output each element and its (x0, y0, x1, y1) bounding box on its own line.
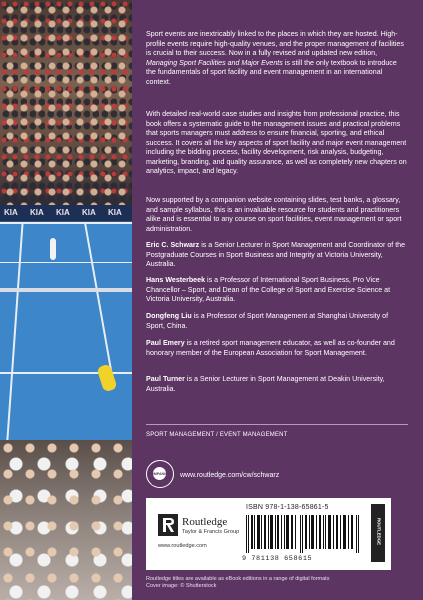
author-bio: Paul Turner is a Senior Lecturer in Sport Management at Deakin University, Australia. (146, 375, 385, 393)
companion-website-icon: COMPANION WEBSITE (146, 460, 174, 488)
author-bio: Hans Westerbeek is a Professor of International Sport Business, Pro Vice Chancellor – Sport, and Dean of the College of Sport and Exercise Science at Victoria University, Australia. (146, 276, 391, 303)
ad-logo: KIA (4, 208, 18, 217)
ad-logo: KIA (108, 208, 122, 217)
divider (146, 424, 408, 425)
publisher-vertical-label: ROUTLEDGE (371, 504, 385, 562)
ebook-note: Routledge titles are available as eBook editions in a range of digital formats (146, 576, 330, 582)
routledge-logo-icon (158, 514, 178, 536)
author-name: Paul Emery (146, 339, 185, 347)
book-title-italic: Managing Sport Facilities and Major Events (146, 58, 283, 67)
author-bio: Dongfeng Liu is a Professor of Sport Management at Shanghai University of Sport, China. (146, 312, 389, 330)
footer-notes (146, 576, 408, 590)
author-bio: Eric C. Schwarz is a Senior Lecturer in Sport Management and Coordinator of the Postgraduate Courses in Sport Business and Integrity at Victoria University, Australia. (146, 241, 406, 268)
isbn-label: ISBN 978-1-138-65861-5 (246, 504, 329, 511)
blurb-paragraph-1: Sport events are inextricably linked to the places in which they are hosted. High-profile events require high-quality venues, and the proper management of facilities is crucial to their success. Now in a fully revised and updated new edition, Managing Sport Facilities and Major Events is still the only textbook to introduce the fundamentals of sport facility and event management in an international context. (146, 30, 404, 86)
author-name: Paul Turner (146, 375, 185, 383)
cover-image-credit: Cover image: © Shutterstock (146, 583, 217, 589)
publisher-name: Routledge (182, 516, 228, 528)
ad-logo: KIA (30, 208, 44, 217)
tennis-net (0, 288, 132, 292)
advertising-board (0, 205, 132, 221)
publisher-group: Taylor & Francis Group (182, 529, 240, 535)
barcode-image (244, 515, 364, 553)
author-name: Dongfeng Liu (146, 312, 192, 320)
publisher-barcode-box (146, 498, 391, 570)
author-name: Hans Westerbeek (146, 276, 206, 284)
crowd-image (0, 0, 132, 205)
cover-photo-tennis-stadium (0, 0, 132, 600)
blurb-paragraph-3: Now supported by a companion website containing slides, test banks, a glossary, and sample syllabus, this is an invaluable resource for students and practitioners alike and is essential to any course on sport facilities, event management or sport administration. (146, 196, 402, 233)
ad-logo: KIA (56, 208, 70, 217)
publisher-url[interactable]: www.routledge.com (158, 543, 207, 549)
spectator-stands (0, 440, 132, 600)
barcode-number: 9 781138 658615 (242, 555, 313, 563)
tennis-player-far (50, 238, 56, 260)
tennis-court (0, 222, 132, 440)
ad-logo: KIA (82, 208, 96, 217)
author-bio: Paul Emery is a retired sport management educator, as well as co-founder and honorary member of the European Association for Sport Management. (146, 339, 395, 357)
companion-website-url[interactable]: www.routledge.com/cw/schwarz (180, 472, 280, 479)
author-name: Eric C. Schwarz (146, 241, 200, 249)
subject-category: SPORT MANAGEMENT / EVENT MANAGEMENT (146, 432, 288, 438)
blurb-paragraph-2: With detailed real-world case studies and insights from professional practice, this book offers a systematic guide to the management issues and practical problems that sports managers must address to ensure financial, sporting, and ethical success. It covers all the key aspects of sport facility and major event management including the bidding process, facility development, risk analysis, budgeting, marketing, branding, and quality assurance, as well as completely new chapters on analytics, impact, and legacy. (146, 110, 407, 175)
